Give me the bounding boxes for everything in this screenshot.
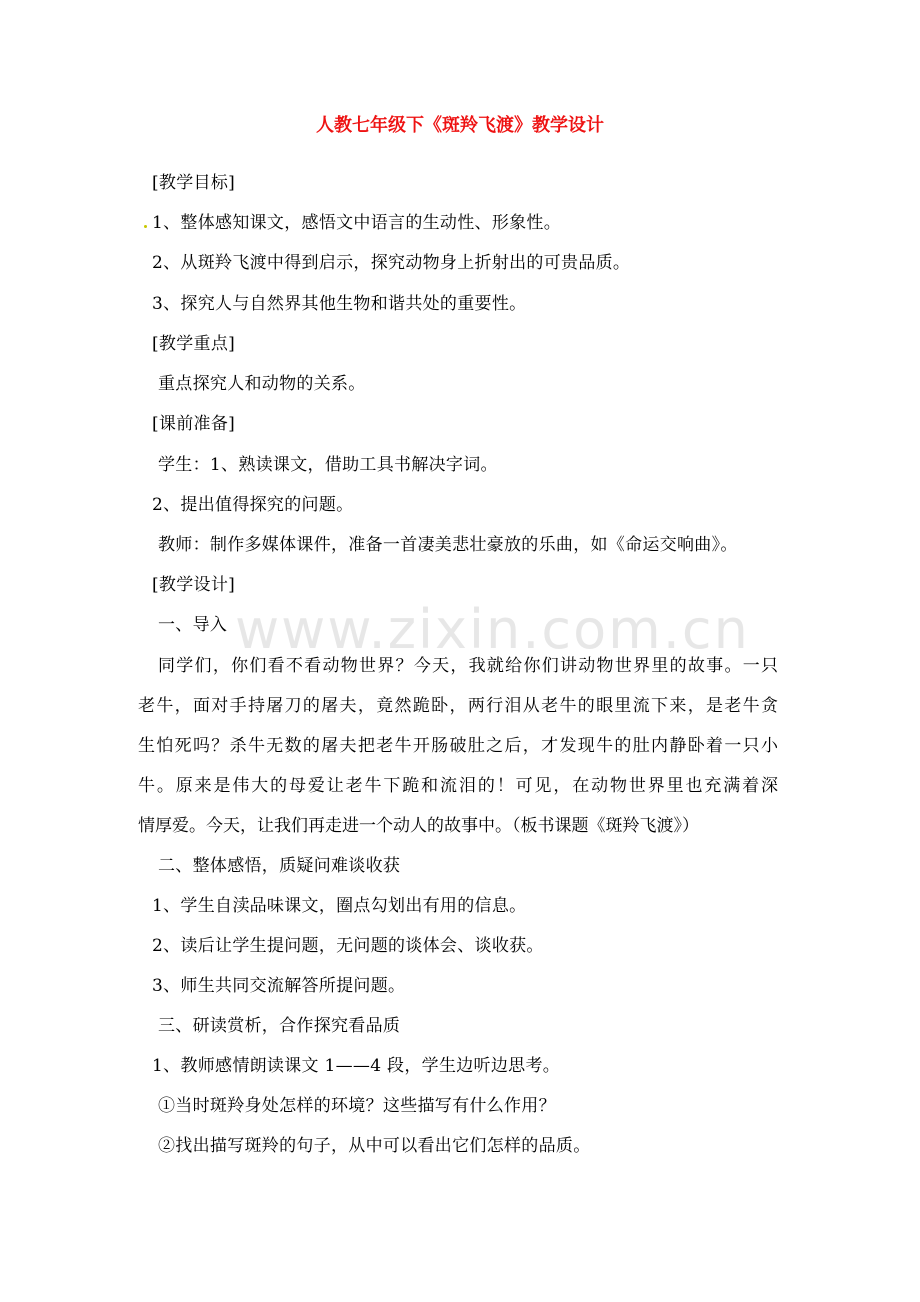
document-title: 人教七年级下《斑羚飞渡》教学设计 bbox=[316, 115, 604, 136]
prep-teacher: 教师：制作多媒体课件，准备一首凄美悲壮豪放的乐曲，如《命运交响曲》。 bbox=[158, 535, 738, 555]
intro-line-5: 情厚爱。今天，让我们再走进一个动人的故事中。（板书课题《斑羚飞渡》） bbox=[138, 816, 699, 836]
step-2-header: 二、整体感悟，质疑问难谈收获 bbox=[158, 856, 401, 876]
intro-line-2: 老牛，面对手持屠刀的屠夫，竟然跪卧，两行泪从老牛的眼里流下来，是老牛贪 bbox=[138, 696, 778, 716]
watermark: www.zixin.com.cn bbox=[235, 598, 750, 661]
focus-header: [教学重点] bbox=[152, 334, 236, 354]
goal-3: 3、探究人与自然界其他生物和谐共处的重要性。 bbox=[152, 294, 527, 314]
goal-2: 2、从斑羚飞渡中得到启示，探究动物身上折射出的可贵品质。 bbox=[152, 253, 631, 273]
intro-line-1: 同学们，你们看不看动物世界？今天，我就给你们讲动物世界里的故事。一只 bbox=[158, 656, 778, 676]
focus-item: 重点探究人和动物的关系。 bbox=[158, 374, 366, 394]
step-2-item-1: 1、学生自渎品味课文，圈点勾划出有用的信息。 bbox=[152, 896, 527, 916]
intro-line-4: 牛。原来是伟大的母爱让老牛下跪和流泪的！可见，在动物世界里也充满着深 bbox=[138, 776, 778, 796]
step-3-item-1: 1、教师感情朗读课文 1——4 段，学生边听边思考。 bbox=[152, 1056, 561, 1076]
prep-header: [课前准备] bbox=[152, 414, 236, 434]
goal-1: 1、整体感知课文，感悟文中语言的生动性、形象性。 bbox=[152, 213, 562, 233]
prep-student-2: 2、提出值得探究的问题。 bbox=[152, 495, 354, 515]
step-2-item-2: 2、读后让学生提问题，无问题的谈体会、谈收获。 bbox=[152, 936, 544, 956]
step-2-item-3: 3、师生共同交流解答所提问题。 bbox=[152, 976, 406, 996]
design-header: [教学设计] bbox=[152, 575, 236, 595]
intro-line-3: 生怕死吗？杀牛无数的屠夫把老牛开肠破肚之后，才发现牛的肚内静卧着一只小 bbox=[138, 736, 778, 756]
marker-dot bbox=[144, 225, 147, 228]
step-3-question-1: ①当时斑羚身处怎样的环境？这些描写有什么作用？ bbox=[158, 1096, 556, 1116]
prep-student: 学生：1、熟读课文，借助工具书解决字词。 bbox=[158, 455, 498, 475]
step-3-header: 三、研读赏析，合作探究看品质 bbox=[158, 1016, 401, 1036]
step-3-question-2: ②找出描写斑羚的句子，从中可以看出它们怎样的品质。 bbox=[158, 1136, 591, 1156]
step-1-header: 一、导入 bbox=[158, 615, 228, 635]
goals-header: [教学目标] bbox=[152, 173, 236, 193]
